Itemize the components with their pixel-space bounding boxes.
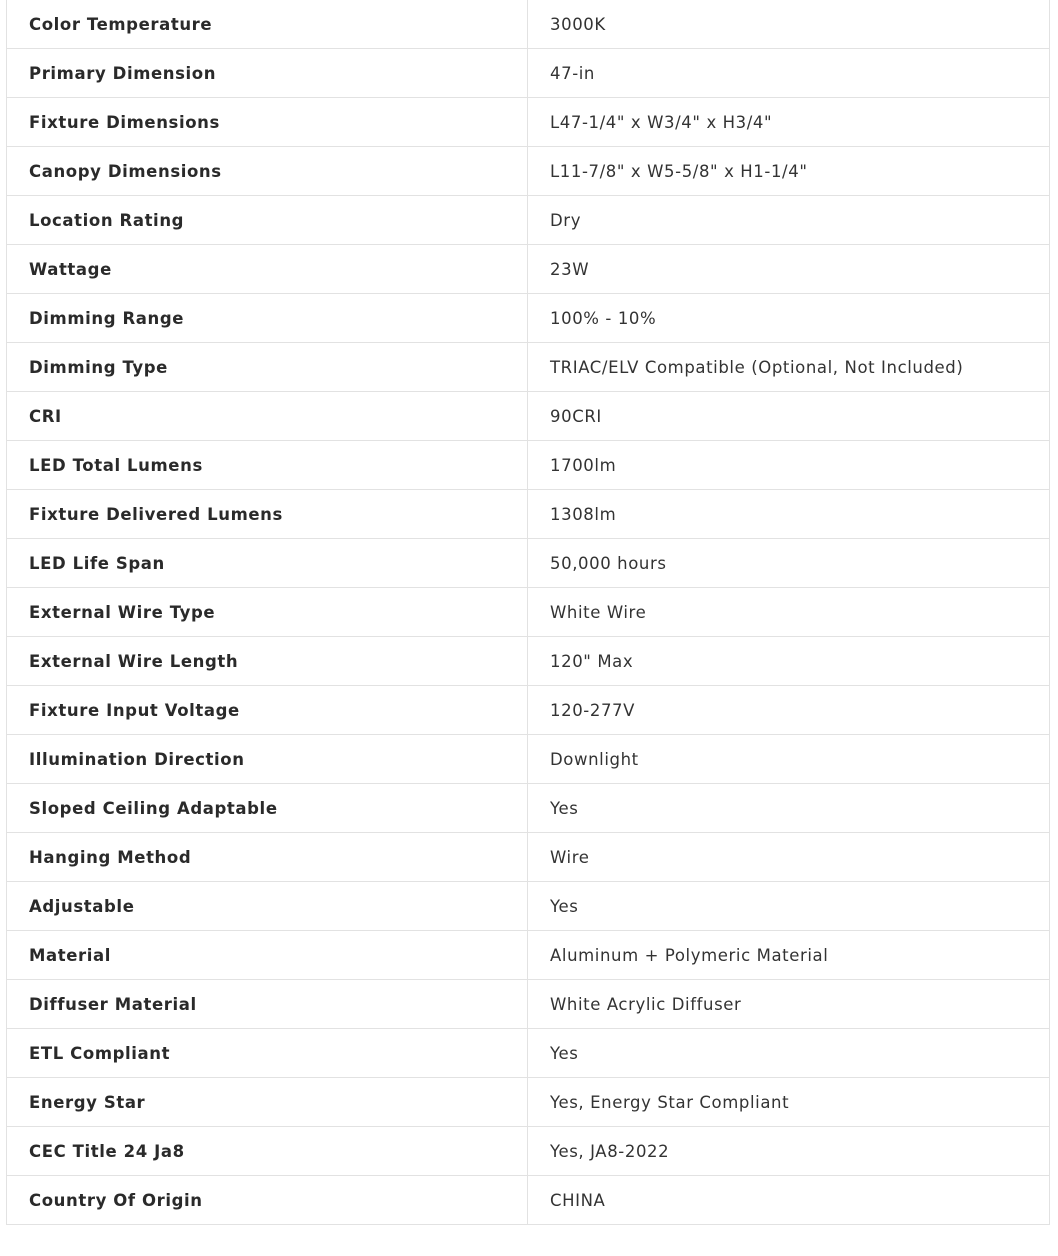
- spec-label: External Wire Length: [7, 637, 528, 686]
- spec-value: 1700lm: [528, 441, 1050, 490]
- spec-row: [7, 686, 1050, 735]
- spec-value: Dry: [528, 196, 1050, 245]
- spec-row: [7, 882, 1050, 931]
- spec-label: Canopy Dimensions: [7, 147, 528, 196]
- spec-label: Fixture Input Voltage: [7, 686, 528, 735]
- spec-row: [7, 1176, 1050, 1225]
- spec-label: Primary Dimension: [7, 49, 528, 98]
- spec-row: [7, 147, 1050, 196]
- specifications-table-body: [7, 0, 1050, 1225]
- spec-value: 90CRI: [528, 392, 1050, 441]
- spec-row: [7, 245, 1050, 294]
- spec-label: Adjustable: [7, 882, 528, 931]
- spec-value: Yes: [528, 882, 1050, 931]
- spec-row: [7, 49, 1050, 98]
- spec-label: Fixture Delivered Lumens: [7, 490, 528, 539]
- spec-row: [7, 343, 1050, 392]
- spec-value: L11-7/8" x W5-5/8" x H1-1/4": [528, 147, 1050, 196]
- spec-label: Color Temperature: [7, 0, 528, 49]
- spec-value: Yes: [528, 784, 1050, 833]
- spec-label: Diffuser Material: [7, 980, 528, 1029]
- spec-row: [7, 588, 1050, 637]
- spec-label: Energy Star: [7, 1078, 528, 1127]
- spec-label: LED Total Lumens: [7, 441, 528, 490]
- spec-label: CEC Title 24 Ja8: [7, 1127, 528, 1176]
- spec-row: [7, 441, 1050, 490]
- spec-label: Dimming Range: [7, 294, 528, 343]
- spec-value: L47-1/4" x W3/4" x H3/4": [528, 98, 1050, 147]
- spec-label: Dimming Type: [7, 343, 528, 392]
- spec-label: CRI: [7, 392, 528, 441]
- spec-row: [7, 98, 1050, 147]
- spec-row: [7, 1029, 1050, 1078]
- spec-label: ETL Compliant: [7, 1029, 528, 1078]
- spec-value: Wire: [528, 833, 1050, 882]
- spec-label: Wattage: [7, 245, 528, 294]
- spec-value: CHINA: [528, 1176, 1050, 1225]
- spec-row: [7, 1127, 1050, 1176]
- spec-row: [7, 0, 1050, 49]
- spec-value: 1308lm: [528, 490, 1050, 539]
- spec-value: 120-277V: [528, 686, 1050, 735]
- spec-label: Fixture Dimensions: [7, 98, 528, 147]
- specifications-table: [6, 0, 1050, 1225]
- spec-row: [7, 637, 1050, 686]
- spec-row: [7, 784, 1050, 833]
- spec-value: White Wire: [528, 588, 1050, 637]
- spec-row: [7, 833, 1050, 882]
- spec-value: 3000K: [528, 0, 1050, 49]
- spec-value: Yes: [528, 1029, 1050, 1078]
- spec-label: Illumination Direction: [7, 735, 528, 784]
- spec-value: 120" Max: [528, 637, 1050, 686]
- spec-row: [7, 980, 1050, 1029]
- spec-row: [7, 490, 1050, 539]
- spec-value: Aluminum + Polymeric Material: [528, 931, 1050, 980]
- spec-row: [7, 1078, 1050, 1127]
- spec-row: [7, 196, 1050, 245]
- spec-row: [7, 539, 1050, 588]
- spec-value: 47-in: [528, 49, 1050, 98]
- spec-value: TRIAC/ELV Compatible (Optional, Not Included): [528, 343, 1050, 392]
- spec-value: Downlight: [528, 735, 1050, 784]
- spec-label: Hanging Method: [7, 833, 528, 882]
- spec-row: [7, 392, 1050, 441]
- spec-label: Material: [7, 931, 528, 980]
- spec-value: Yes, JA8-2022: [528, 1127, 1050, 1176]
- spec-row: [7, 735, 1050, 784]
- spec-label: LED Life Span: [7, 539, 528, 588]
- spec-label: Location Rating: [7, 196, 528, 245]
- spec-value: 50,000 hours: [528, 539, 1050, 588]
- spec-value: Yes, Energy Star Compliant: [528, 1078, 1050, 1127]
- spec-row: [7, 931, 1050, 980]
- spec-label: Sloped Ceiling Adaptable: [7, 784, 528, 833]
- spec-value: 100% - 10%: [528, 294, 1050, 343]
- spec-label: Country Of Origin: [7, 1176, 528, 1225]
- spec-value: White Acrylic Diffuser: [528, 980, 1050, 1029]
- spec-label: External Wire Type: [7, 588, 528, 637]
- spec-value: 23W: [528, 245, 1050, 294]
- spec-row: [7, 294, 1050, 343]
